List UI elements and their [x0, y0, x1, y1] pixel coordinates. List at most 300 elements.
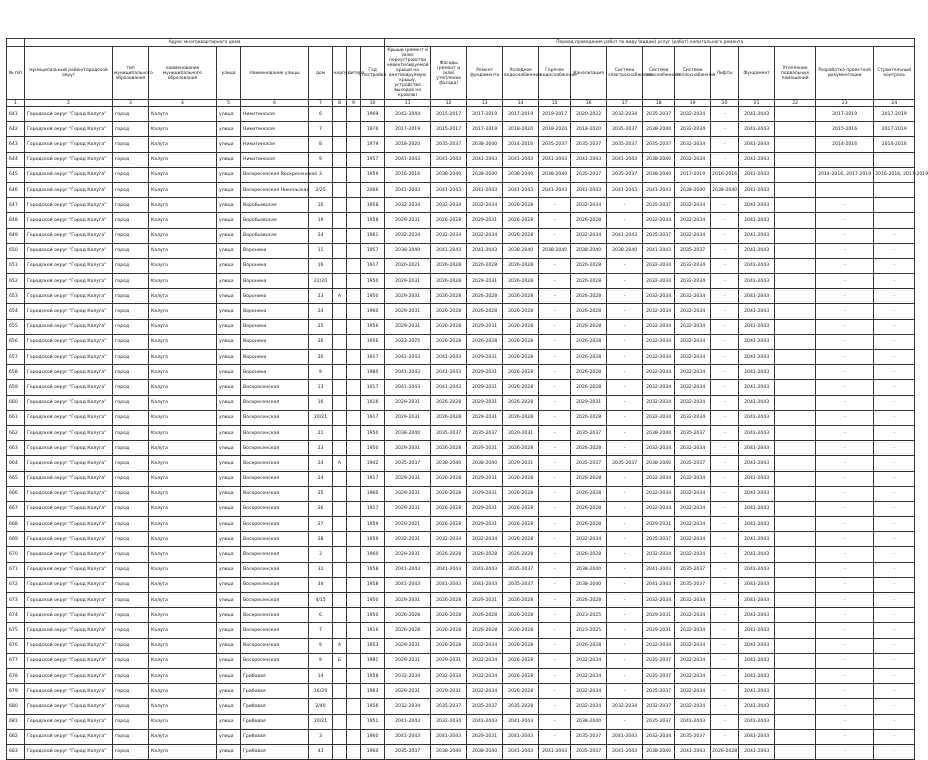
column-header: Крыши (ремонт и (или) переустройство невентилируемой крыши на вентилируемую крышу, устройство выходов на кровлю) [385, 47, 431, 100]
column-header: № п/п [7, 47, 25, 100]
table-cell: Калуга [149, 577, 217, 592]
table-cell: 2041-2043 [739, 608, 775, 623]
table-cell: 663 [7, 441, 25, 456]
table-cell: Городской округ "Город Калуга" [25, 334, 113, 349]
table-cell: 2032-2034 [643, 319, 675, 334]
table-cell: 2038-2040 [503, 243, 539, 258]
table-cell: 1958 [361, 562, 385, 577]
table-cell: 2041-2043 [385, 562, 431, 577]
table-cell: 2032-2034 [675, 532, 711, 547]
column-header: Система газоснабжения [643, 47, 675, 100]
table-cell [333, 729, 347, 744]
table-cell: 2041-2043 [739, 577, 775, 592]
column-header: литера [347, 47, 361, 100]
table-cell: 2/40 [309, 699, 333, 714]
table-cell: Городской округ "Город Калуга" [25, 547, 113, 562]
table-cell: 2023-2025 [385, 334, 431, 349]
table-cell: 2026-2028 [571, 380, 607, 395]
table-cell [333, 350, 347, 365]
table-cell: - [539, 198, 571, 213]
table-cell: 2029-2031 [385, 410, 431, 425]
table-cell: 2032-2034 [675, 274, 711, 289]
table-cell: - [816, 258, 874, 273]
table-cell: - [711, 456, 739, 471]
table-cell: 2026-2028 [431, 593, 467, 608]
table-cell: 2029-2031 [431, 684, 467, 699]
column-header: Горячее водоснабжение [539, 47, 571, 100]
table-cell: 2032-2034 [643, 289, 675, 304]
table-cell: город [113, 486, 149, 501]
table-cell [333, 122, 347, 137]
table-cell [775, 228, 816, 243]
table-cell: Калуга [149, 441, 217, 456]
header-group-periods: Период проведения работ по виду (видам) услуг (работ) капитального ремонта [385, 39, 915, 47]
table-cell: 2026-2028 [571, 274, 607, 289]
table-cell: Воскресенская Воскресенская [241, 167, 309, 182]
table-cell: город [113, 213, 149, 228]
table-cell [775, 365, 816, 380]
table-cell: 679 [7, 684, 25, 699]
table-cell: город [113, 395, 149, 410]
table-cell: 2035-2037 [643, 228, 675, 243]
table-cell: Никитинская [241, 137, 309, 152]
table-cell: Городской округ "Город Калуга" [25, 107, 113, 122]
table-cell: 2041-2043 [739, 410, 775, 425]
table-cell [347, 593, 361, 608]
table-cell: Городской округ "Город Калуга" [25, 182, 113, 197]
table-cell: город [113, 198, 149, 213]
table-cell: 652 [7, 274, 25, 289]
table-cell: Воронина [241, 243, 309, 258]
table-cell: - [607, 441, 643, 456]
table-cell: - [711, 319, 739, 334]
table-cell [775, 122, 816, 137]
table-cell: Калуга [149, 304, 217, 319]
table-cell: 655 [7, 319, 25, 334]
table-cell: 2018-2020 [503, 122, 539, 137]
table-cell: Калуга [149, 668, 217, 683]
table-cell: 2041-2043 [467, 152, 503, 167]
table-cell: - [607, 319, 643, 334]
table-cell: 2041-2043 [607, 744, 643, 759]
table-cell: 2041-2043 [739, 653, 775, 668]
table-cell: - [816, 562, 874, 577]
table-cell: 2038-2040 [711, 182, 739, 197]
table-cell: 673 [7, 593, 25, 608]
table-cell: 2029-2031 [571, 395, 607, 410]
table-cell: 2041-2043 [739, 425, 775, 440]
table-cell: 2015-2017 [431, 122, 467, 137]
table-cell: 2026-2028 [503, 668, 539, 683]
table-row [7, 623, 915, 638]
table-cell: Городской округ "Город Калуга" [25, 410, 113, 425]
table-cell: 1979 [361, 137, 385, 152]
table-cell: - [816, 350, 874, 365]
capital-repair-schedule-sheet [6, 38, 928, 760]
table-cell: 2032-2034 [675, 547, 711, 562]
table-cell: улица [217, 334, 241, 349]
table-cell: 2035-2037 [431, 425, 467, 440]
table-cell: 2032-2034 [431, 228, 467, 243]
table-cell: 2026-2028 [431, 441, 467, 456]
table-cell [347, 547, 361, 562]
table-cell: - [607, 274, 643, 289]
table-cell: 2038-2040 [467, 137, 503, 152]
table-cell: Городской округ "Город Калуга" [25, 653, 113, 668]
table-cell: 2041-2043 [739, 471, 775, 486]
table-cell: 2026-2028 [467, 334, 503, 349]
table-cell: 2026-2028 [431, 638, 467, 653]
table-cell [347, 289, 361, 304]
table-cell: 2035-2037 [675, 577, 711, 592]
table-cell: 2041-2043 [739, 547, 775, 562]
table-cell: 2035-2037 [643, 137, 675, 152]
table-cell: 2032-2034 [675, 441, 711, 456]
table-cell: 2041-2043 [739, 122, 775, 137]
table-cell: 681 [7, 714, 25, 729]
table-cell: 2032-2034 [571, 228, 607, 243]
table-cell: - [874, 714, 915, 729]
table-cell: 2041-2043 [739, 243, 775, 258]
table-cell: город [113, 182, 149, 197]
table-cell [347, 456, 361, 471]
table-row [7, 486, 915, 501]
table-cell: - [711, 623, 739, 638]
table-cell: 2035-2037 [385, 456, 431, 471]
table-cell: Калуга [149, 714, 217, 729]
table-cell: Городской округ "Город Калуга" [25, 304, 113, 319]
table-cell: улица [217, 486, 241, 501]
table-cell: Городской округ "Город Калуга" [25, 501, 113, 516]
table-cell [347, 152, 361, 167]
table-cell: 2019-2017 [539, 107, 571, 122]
table-cell: 25 [309, 486, 333, 501]
table-cell: 2014-2016, 2017-2019 [816, 167, 874, 182]
table-cell: 2032-2034 [643, 501, 675, 516]
table-cell: 658 [7, 365, 25, 380]
table-cell: - [539, 547, 571, 562]
table-cell: 659 [7, 380, 25, 395]
table-cell: 2026-2028 [571, 593, 607, 608]
table-cell: улица [217, 350, 241, 365]
table-cell: - [874, 501, 915, 516]
table-cell: город [113, 441, 149, 456]
table-cell: 2032-2034 [643, 638, 675, 653]
table-cell: 2026-2028 [503, 274, 539, 289]
table-cell: 2026-2028 [503, 289, 539, 304]
table-cell: Грибовая [241, 729, 309, 744]
table-cell: - [539, 593, 571, 608]
column-header: улица [217, 47, 241, 100]
table-cell: 2026-2028 [503, 228, 539, 243]
table-cell: 2032-2034 [467, 638, 503, 653]
table-cell: - [711, 107, 739, 122]
column-number: 24 [874, 100, 915, 107]
table-cell: город [113, 107, 149, 122]
table-row [7, 547, 915, 562]
table-cell: 2038-2040 [607, 243, 643, 258]
table-cell: Калуга [149, 243, 217, 258]
table-cell: Калуга [149, 152, 217, 167]
table-cell: 2038-2040 [571, 243, 607, 258]
column-number: 7 [309, 100, 333, 107]
table-cell: 2032-2034 [675, 350, 711, 365]
table-cell: А [333, 289, 347, 304]
table-cell: 2035-2037 [675, 729, 711, 744]
table-cell: 2029-2031 [385, 547, 431, 562]
table-cell: 2032-2034 [643, 395, 675, 410]
table-cell: 2041-2043 [739, 137, 775, 152]
table-cell: 2026-2028 [503, 684, 539, 699]
table-cell: - [711, 137, 739, 152]
table-cell: Воскресенская [241, 441, 309, 456]
table-cell: - [711, 228, 739, 243]
table-cell [775, 729, 816, 744]
table-cell: 2032-2034 [675, 471, 711, 486]
table-cell: 2041-2043 [739, 486, 775, 501]
table-cell: 675 [7, 623, 25, 638]
table-cell: Воронина [241, 365, 309, 380]
table-cell: 2026-2028 [431, 395, 467, 410]
table-cell: - [607, 425, 643, 440]
table-cell: Воскресенская [241, 577, 309, 592]
table-cell [775, 167, 816, 182]
table-cell: 2016-2016 [711, 167, 739, 182]
table-cell [816, 152, 874, 167]
table-cell: 2041-2043 [571, 182, 607, 197]
table-cell: 6 [309, 608, 333, 623]
table-cell: - [874, 699, 915, 714]
table-cell: 2015-2016 [816, 122, 874, 137]
table-cell: Воскресенская [241, 547, 309, 562]
table-cell: 16 [309, 395, 333, 410]
table-cell: Городской округ "Город Калуга" [25, 441, 113, 456]
table-cell: улица [217, 380, 241, 395]
table-cell: улица [217, 365, 241, 380]
table-cell: 2017-2019 [385, 122, 431, 137]
table-cell: - [539, 228, 571, 243]
table-cell: 2026-2028 [431, 547, 467, 562]
table-cell: Калуга [149, 744, 217, 759]
table-header [7, 39, 915, 107]
table-cell: 2017-2019 [503, 107, 539, 122]
table-cell: 2041-2043 [739, 593, 775, 608]
table-cell: город [113, 532, 149, 547]
table-cell: - [711, 425, 739, 440]
table-cell: 1950 [361, 608, 385, 623]
table-cell: 2038-2040 [643, 425, 675, 440]
table-cell: 24 [309, 456, 333, 471]
table-cell: 2029-2031 [385, 653, 431, 668]
table-cell: - [539, 304, 571, 319]
table-cell: 2038-2040 [643, 744, 675, 759]
table-cell: 2026-2028 [711, 744, 739, 759]
table-cell: - [607, 532, 643, 547]
table-cell: - [874, 456, 915, 471]
table-cell: 14 [309, 668, 333, 683]
table-cell: - [539, 471, 571, 486]
table-cell [347, 228, 361, 243]
column-header: дом [309, 47, 333, 100]
table-cell: Калуга [149, 471, 217, 486]
column-number: 16 [571, 100, 607, 107]
table-cell: - [607, 350, 643, 365]
table-cell: 2041-2043 [739, 699, 775, 714]
table-cell: 2041-2043 [431, 729, 467, 744]
table-cell: 2035-2037 [643, 653, 675, 668]
table-cell [333, 182, 347, 197]
table-cell: Воскресенская [241, 456, 309, 471]
table-cell: - [607, 334, 643, 349]
table-cell [775, 744, 816, 759]
table-cell: 676 [7, 638, 25, 653]
table-cell: 2041-2043 [739, 532, 775, 547]
table-cell [333, 243, 347, 258]
table-row [7, 441, 915, 456]
table-cell: 2041-2043 [739, 350, 775, 365]
table-cell: 2041-2043 [739, 684, 775, 699]
table-cell: 2035-2037 [675, 243, 711, 258]
table-cell [775, 532, 816, 547]
table-cell: город [113, 274, 149, 289]
table-cell: Калуга [149, 547, 217, 562]
table-cell [333, 107, 347, 122]
table-cell [775, 593, 816, 608]
table-cell: - [539, 501, 571, 516]
table-cell: 2035-2037 [643, 714, 675, 729]
table-cell [347, 198, 361, 213]
table-cell: 2026-2028 [571, 441, 607, 456]
table-cell: 25 [309, 319, 333, 334]
table-cell: 2026-2028 [571, 319, 607, 334]
column-number: 13 [467, 100, 503, 107]
table-row [7, 699, 915, 714]
table-cell: 2032-2034 [607, 107, 643, 122]
table-cell: Грибовая [241, 714, 309, 729]
table-row [7, 532, 915, 547]
table-cell: 2026-2028 [467, 289, 503, 304]
table-cell: 2041-2043 [385, 350, 431, 365]
table-cell: 2041-2043 [539, 182, 571, 197]
table-cell: 2023-2025 [571, 623, 607, 638]
column-number: 17 [607, 100, 643, 107]
table-cell: улица [217, 289, 241, 304]
table-cell: 2029-2031 [467, 380, 503, 395]
table-cell: - [816, 456, 874, 471]
table-cell: Калуга [149, 410, 217, 425]
table-cell: 2026-2028 [431, 274, 467, 289]
table-cell: - [874, 380, 915, 395]
table-cell: 2032-2034 [675, 289, 711, 304]
column-number: 21 [739, 100, 775, 107]
table-cell: 649 [7, 228, 25, 243]
table-cell: 2029-2031 [467, 213, 503, 228]
table-cell: - [874, 410, 915, 425]
table-cell: - [816, 501, 874, 516]
table-cell: 2035-2037 [571, 137, 607, 152]
table-cell: 2026-2028 [571, 486, 607, 501]
table-cell: 1958 [361, 198, 385, 213]
table-cell: - [874, 668, 915, 683]
table-cell: 2041-2043 [431, 562, 467, 577]
table-cell: Городской округ "Город Калуга" [25, 122, 113, 137]
table-cell: 2032-2034 [643, 410, 675, 425]
table-cell: - [711, 501, 739, 516]
table-cell: 2032-2034 [675, 593, 711, 608]
table-cell: - [816, 653, 874, 668]
table-cell: 2006 [361, 182, 385, 197]
table-cell: улица [217, 152, 241, 167]
table-cell: 1959 [361, 532, 385, 547]
table-cell: 2041-2043 [675, 714, 711, 729]
table-cell: - [539, 410, 571, 425]
table-cell: улица [217, 744, 241, 759]
table-cell: - [874, 577, 915, 592]
table-cell: 644 [7, 152, 25, 167]
table-cell: 2026-2028 [571, 289, 607, 304]
table-row [7, 501, 915, 516]
table-cell: Городской округ "Город Калуга" [25, 623, 113, 638]
table-cell: 2029-2031 [467, 395, 503, 410]
table-cell: 672 [7, 577, 25, 592]
table-cell: - [874, 684, 915, 699]
table-cell: - [539, 653, 571, 668]
table-cell: 2035-2037 [467, 699, 503, 714]
table-row [7, 684, 915, 699]
table-cell: 646 [7, 182, 25, 197]
table-cell: улица [217, 456, 241, 471]
table-row [7, 608, 915, 623]
table-cell: улица [217, 258, 241, 273]
table-cell: 2026-2028 [503, 334, 539, 349]
table-cell [874, 152, 915, 167]
table-cell [347, 517, 361, 532]
table-cell: 2032-2034 [467, 653, 503, 668]
table-cell: - [607, 562, 643, 577]
table-cell: улица [217, 182, 241, 197]
table-cell: улица [217, 410, 241, 425]
table-row [7, 319, 915, 334]
table-cell [775, 501, 816, 516]
table-cell: город [113, 152, 149, 167]
table-row [7, 593, 915, 608]
table-cell: улица [217, 228, 241, 243]
table-cell: 2041-2043 [467, 182, 503, 197]
table-cell [347, 608, 361, 623]
table-cell: 1960 [361, 486, 385, 501]
table-cell: Воскресенская [241, 608, 309, 623]
column-number: 3 [113, 100, 149, 107]
table-cell: 647 [7, 198, 25, 213]
table-cell: улица [217, 532, 241, 547]
table-cell: 1963 [361, 684, 385, 699]
table-cell: 3 [309, 547, 333, 562]
table-cell: 2026-2028 [571, 410, 607, 425]
table-cell: 2032-2037 [643, 699, 675, 714]
table-cell: 2029-2031 [643, 608, 675, 623]
table-cell: 2026-2028 [503, 532, 539, 547]
table-cell [775, 289, 816, 304]
table-cell: - [874, 334, 915, 349]
table-cell: 2035-2037 [675, 425, 711, 440]
table-cell: 2032-2034 [675, 653, 711, 668]
table-cell: 2026-2028 [385, 623, 431, 638]
table-cell: 2032-2034 [467, 684, 503, 699]
table-cell: 16 [309, 258, 333, 273]
table-cell: Калуга [149, 289, 217, 304]
table-cell: 2026-2028 [571, 213, 607, 228]
table-cell: 2026-2028 [467, 304, 503, 319]
